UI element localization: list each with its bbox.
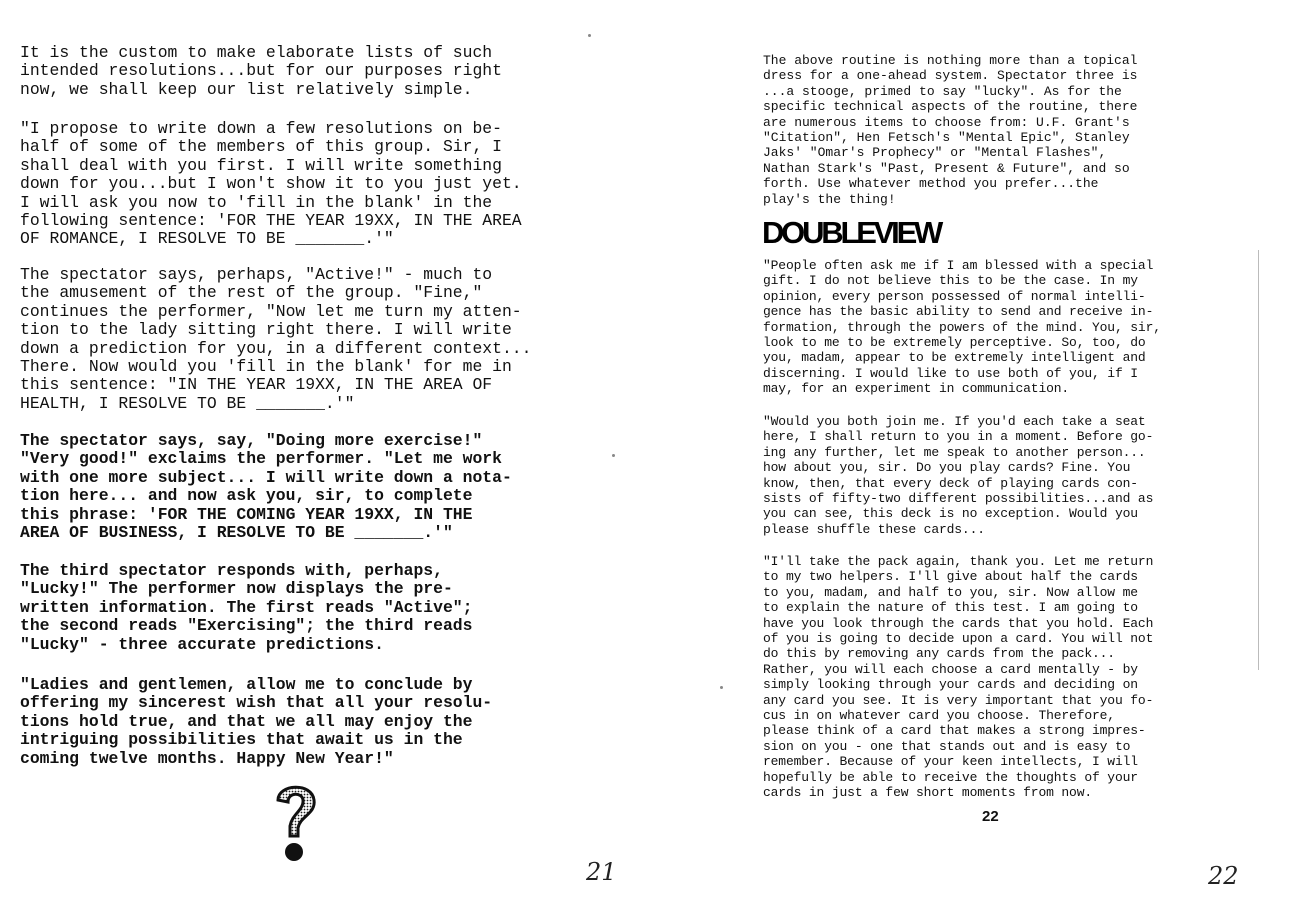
left-paragraph-5: The third spectator responds with, perhaps, "Lucky!" The performer now displays the pre- written information. The first reads "Active"; the second reads "Exercising"; the third reads "Lucky" - three accurate predictions. bbox=[20, 561, 473, 654]
left-handwritten-page-number: 21 bbox=[586, 858, 617, 886]
scan-speck bbox=[720, 686, 723, 689]
right-intro-paragraph: The above routine is nothing more than a topical dress for a one-ahead system. Spectator three is ...a stooge, primed to say "lucky". As for the specific technical aspects of the routine, there are numerous items to choose from: U.F. Grant's "Citation", Hen Fetsch's "Mental Epic", Stanley Jaks' "Omar's Prophecy" or "Mental Flashes", Nathan Stark's "Past, Present & Future", and so forth. Use whatever method you prefer...the play's the thing! bbox=[763, 53, 1138, 207]
right-page bbox=[640, 0, 1290, 916]
scan-speck bbox=[588, 34, 591, 37]
right-paragraph-1: "People often ask me if I am blessed with a special gift. I do not believe this to be the case. In my opinion, every person possessed of normal intelli- gence has the basic ability to send and receive in- formation, through the powers of the mind. You, sir, look to me to be extremely perceptive. So, too, do you, madam, appear to be extremely intelligent and discerning. I would like to use both of you, if I may, for an experiment in communication. bbox=[763, 258, 1161, 397]
question-mark-ornament-icon bbox=[270, 778, 320, 864]
left-paragraph-6: "Ladies and gentlemen, allow me to conclude by offering my sincerest wish that all your resolu- tions hold true, and that we all may enjoy the intriguing possibilities that await us in the coming twelve months. Happy New Year!" bbox=[20, 675, 493, 768]
printed-page-number: 22 bbox=[982, 808, 999, 825]
left-paragraph-3: The spectator says, perhaps, "Active!" - much to the amusement of the rest of the group. "Fine," continues the performer, "Now let me turn my atten- tion to the lady sitting right there. I will write down a prediction for you, in a different context... There. Now would you 'fill in the blank' for me in this sentence: "IN THE YEAR 19XX, IN THE AREA OF HEALTH, I RESOLVE TO BE _______.'" bbox=[20, 265, 532, 413]
left-page bbox=[0, 0, 640, 916]
page-edge-line bbox=[1258, 250, 1259, 670]
right-paragraph-3: "I'll take the pack again, thank you. Let me return to my two helpers. I'll give about half the cards to you, madam, and half to you, sir. Now allow me to explain the nature of this test. I am going to have you look through the cards that you hold. Each of you is going to decide upon a card. You will not do this by removing any cards from the pack... Rather, you will each choose a card mentally - by simply looking through your cards and deciding on any card you see. It is very important that you fo- cus in on whatever card you choose. Therefore, please think of a card that makes a strong impres- sion on you - one that stands out and is easy to remember. Because of your keen intellects, I will hopefully be able to receive the thoughts of your cards in just a few short moments from now. bbox=[763, 554, 1154, 801]
scan-speck bbox=[612, 454, 615, 457]
left-paragraph-1: It is the custom to make elaborate lists of such intended resolutions...but for our purposes right now, we shall keep our list relatively simple. bbox=[20, 43, 502, 99]
right-handwritten-page-number: 22 bbox=[1208, 862, 1239, 890]
section-heading-doubleview: DOUBLEVIEW bbox=[762, 215, 941, 250]
right-paragraph-2: "Would you both join me. If you'd each take a seat here, I shall return to you in a moment. Before go- ing any further, let me speak to another person... how about you, sir. Do you play cards? Fine. You know, then, that every deck of playing cards con- sists of fifty-two different possibilities...and as you can see, this deck is no exception. Would you please shuffle these cards... bbox=[763, 414, 1154, 537]
left-paragraph-4: The spectator says, say, "Doing more exercise!" "Very good!" exclaims the performer. "Let me work with one more subject... I will write down a nota- tion here... and now ask you, sir, to complete this phrase: 'FOR THE COMING YEAR 19XX, IN THE AREA OF BUSINESS, I RESOLVE TO BE _______.'" bbox=[20, 431, 512, 543]
left-paragraph-2: "I propose to write down a few resolutions on be- half of some of the members of this group. Sir, I shall deal with you first. I will write something down for you...but I won't show it to you just yet. I will ask you now to 'fill in the blank' in the following sentence: 'FOR THE YEAR 19XX, IN THE AREA OF ROMANCE, I RESOLVE TO BE _______.'" bbox=[20, 119, 522, 249]
